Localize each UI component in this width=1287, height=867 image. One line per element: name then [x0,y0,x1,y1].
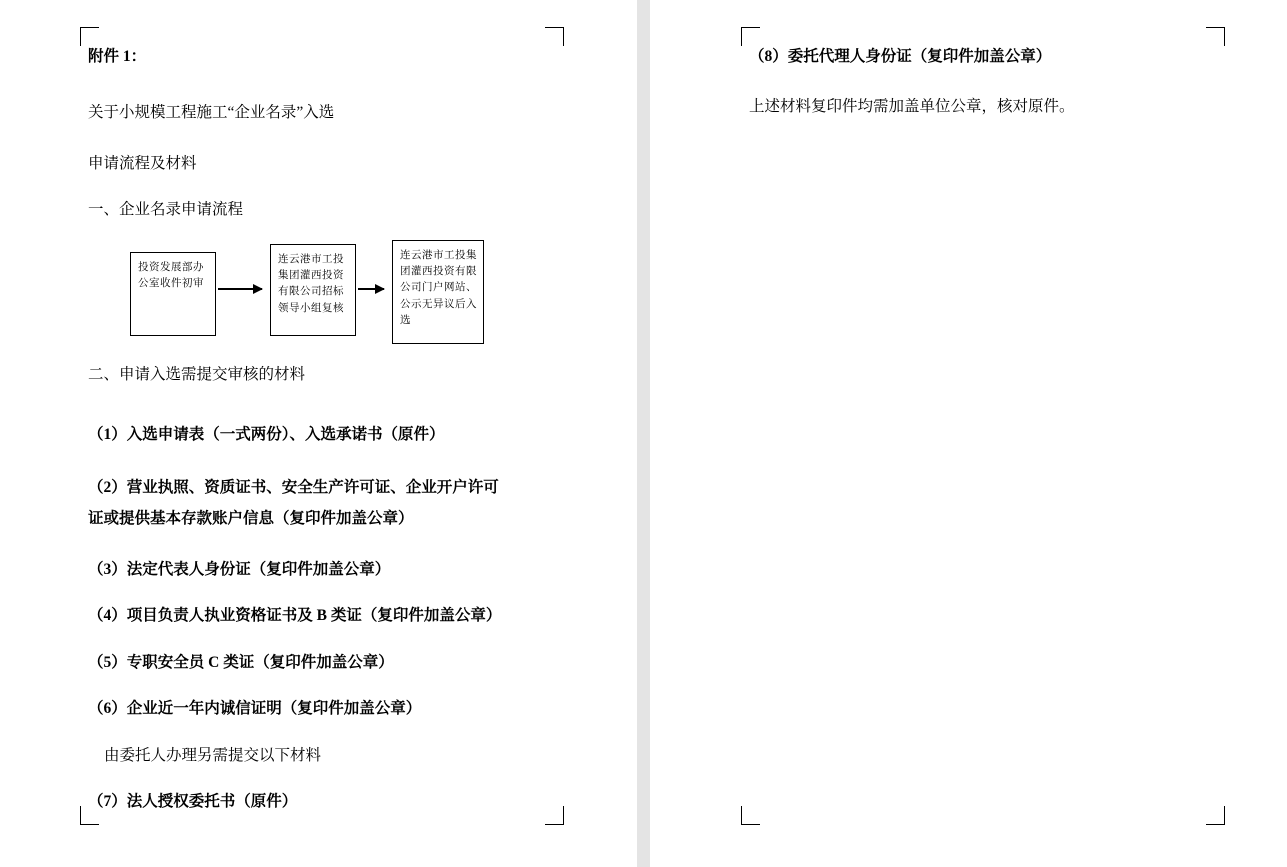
material-item-2-line-1: （2）营业执照、资质证书、安全生产许可证、企业开户许可 [88,478,499,496]
entrusted-note: 由委托人办理另需提交以下材料 [104,746,322,764]
flow-arrow-1-icon [218,288,262,290]
page-gutter [637,0,650,867]
attachment-heading: 附件 1： [88,48,147,65]
document-page-1 [0,0,637,867]
crop-mark-top-left [741,27,760,46]
flow-box-1: 投资发展部办公室收件初审 [130,252,216,336]
crop-mark-bottom-right [1206,806,1225,825]
flow-box-3: 连云港市工投集团灌西投资有限公司门户网站、公示无异议后入选 [392,240,484,344]
application-flowchart [130,240,568,356]
material-item-2-line-2: 证或提供基本存款账户信息（复印件加盖公章） [88,510,414,528]
document-page-2 [650,0,1287,867]
material-item-7: （7）法人授权委托书（原件） [88,793,298,811]
material-item-1: （1）入选申请表（一式两份）、入选承诺书（原件） [88,426,445,444]
material-item-3: （3）法定代表人身份证（复印件加盖公章） [88,560,391,578]
page-1-content [88,46,568,814]
section-2-heading: 二、申请入选需提交审核的材料 [88,365,306,383]
material-item-6: （6）企业近一年内诚信证明（复印件加盖公章） [88,700,422,718]
crop-mark-bottom-left [741,806,760,825]
material-item-8: （8）委托代理人身份证（复印件加盖公章） [749,48,1052,65]
document-title-line-1: 关于小规模工程施工“企业名录”入选 [88,104,335,122]
crop-mark-top-left [80,27,99,46]
material-item-4: （4）项目负责人执业资格证书及 B 类证（复印件加盖公章） [88,607,502,625]
section-1-heading: 一、企业名录申请流程 [88,201,244,219]
flow-arrow-2-icon [358,288,384,290]
page-2-content [749,46,1229,119]
document-title-line-2: 申请流程及材料 [88,154,197,172]
material-item-5: （5）专职安全员 C 类证（复印件加盖公章） [88,653,394,671]
crop-mark-top-right [1206,27,1225,46]
crop-mark-top-right [545,27,564,46]
flow-box-2: 连云港市工投集团灌西投资有限公司招标领导小组复核 [270,244,356,336]
closing-note: 上述材料复印件均需加盖单位公章，核对原件。 [749,98,1075,116]
